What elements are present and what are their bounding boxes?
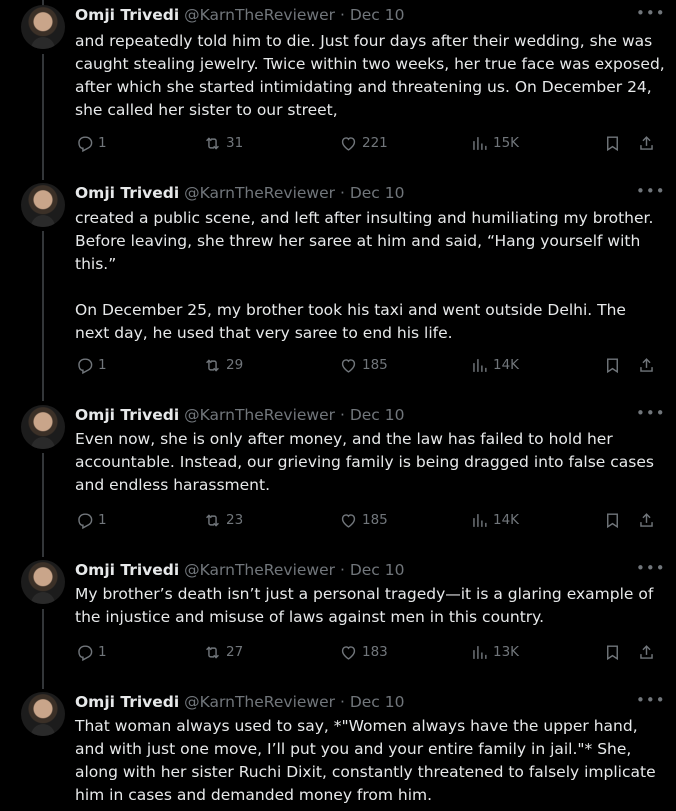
tweet-actions <box>75 642 665 662</box>
like-count: 183 <box>362 644 388 660</box>
author-handle[interactable]: @KarnTheReviewer <box>184 406 335 424</box>
tweet-header <box>75 183 404 203</box>
avatar[interactable] <box>21 405 65 449</box>
tweet-header <box>75 692 404 712</box>
separator-dot: · <box>339 184 345 202</box>
like-count: 185 <box>362 512 388 528</box>
tweet-text: That woman always used to say, *"Women always have the upper hand, and with just one move, I’ll put you and your entire family in jail."* She, along with her sister Ruchi Dixit, constantly threatened to falsely implicate him in cases and demanded money from him. <box>75 717 661 804</box>
tweet-text: created a public scene, and left after insulting and humiliating my brother. Before leaving, she threw her saree at him and said, “Hang yourself with this.” On December 25, my brother took his taxi and went outside Delhi. The next day, he used that very saree to end his life. <box>75 209 654 342</box>
views-button[interactable] <box>470 133 519 153</box>
reply-count: 1 <box>98 135 107 151</box>
tweet-date[interactable]: Dec 10 <box>349 184 405 202</box>
views-button[interactable] <box>470 510 519 530</box>
share-button[interactable] <box>637 510 660 530</box>
views-count: 13K <box>493 644 520 660</box>
views-count: 14K <box>493 357 520 373</box>
share-icon <box>637 643 656 662</box>
views-button[interactable] <box>470 355 519 375</box>
more-icon[interactable]: ••• <box>636 182 666 200</box>
tweet-header <box>75 405 404 425</box>
tweet-header <box>75 5 404 25</box>
views-button[interactable] <box>470 642 519 662</box>
author-handle[interactable]: @KarnTheReviewer <box>184 693 335 711</box>
reply-icon <box>75 643 94 662</box>
like-count: 221 <box>362 135 388 151</box>
avatar[interactable] <box>21 560 65 604</box>
avatar[interactable] <box>21 183 65 227</box>
share-button[interactable] <box>637 642 660 662</box>
share-button[interactable] <box>637 355 660 375</box>
separator-dot: · <box>339 6 345 24</box>
reply-button[interactable] <box>75 133 107 153</box>
separator-dot: · <box>339 406 345 424</box>
reply-button[interactable] <box>75 355 107 375</box>
repost-icon <box>203 511 222 530</box>
reply-button[interactable] <box>75 510 107 530</box>
like-button[interactable] <box>339 510 388 530</box>
tweet-header <box>75 560 404 580</box>
repost-button[interactable] <box>203 642 243 662</box>
tweet-date[interactable]: Dec 10 <box>349 561 405 579</box>
more-icon[interactable]: ••• <box>636 4 666 22</box>
repost-icon <box>203 134 222 153</box>
like-icon <box>339 643 358 662</box>
bookmark-button[interactable] <box>603 133 626 153</box>
author-name[interactable]: Omji Trivedi <box>75 184 180 202</box>
repost-count: 29 <box>226 357 244 373</box>
like-icon <box>339 356 358 375</box>
reply-count: 1 <box>98 512 107 528</box>
views-icon <box>470 356 489 375</box>
views-icon <box>470 511 489 530</box>
repost-count: 23 <box>226 512 244 528</box>
like-count: 185 <box>362 357 388 373</box>
tweet-text: My brother’s death isn’t just a personal tragedy—it is a glaring example of the injustice and misuse of laws against men in this country. <box>75 585 659 626</box>
repost-button[interactable] <box>203 355 243 375</box>
tweet-text: Even now, she is only after money, and the law has failed to hold her accountable. Instead, our grieving family is being dragged into false cases and endless harassment. <box>75 430 659 494</box>
tweet[interactable] <box>0 178 676 400</box>
reply-icon <box>75 511 94 530</box>
views-icon <box>470 134 489 153</box>
tweet-text: and repeatedly told him to die. Just four days after their wedding, she was caught stealing jewelry. Twice within two weeks, her true face was exposed, after which she started intimidating and threatening us. On December 24, she called her sister to our street, <box>75 32 670 119</box>
like-icon <box>339 511 358 530</box>
author-name[interactable]: Omji Trivedi <box>75 693 180 711</box>
tweet-actions <box>75 133 665 153</box>
tweet[interactable] <box>0 400 676 555</box>
tweet[interactable] <box>0 687 676 811</box>
tweet-actions <box>75 355 665 375</box>
author-name[interactable]: Omji Trivedi <box>75 561 180 579</box>
author-handle[interactable]: @KarnTheReviewer <box>184 184 335 202</box>
more-icon[interactable]: ••• <box>636 404 666 422</box>
author-handle[interactable]: @KarnTheReviewer <box>184 6 335 24</box>
like-button[interactable] <box>339 642 388 662</box>
reply-icon <box>75 356 94 375</box>
bookmark-button[interactable] <box>603 642 626 662</box>
share-icon <box>637 356 656 375</box>
like-icon <box>339 134 358 153</box>
more-icon[interactable]: ••• <box>636 691 666 709</box>
author-handle[interactable]: @KarnTheReviewer <box>184 561 335 579</box>
tweet[interactable] <box>0 0 676 178</box>
bookmark-icon <box>603 643 622 662</box>
author-name[interactable]: Omji Trivedi <box>75 406 180 424</box>
views-icon <box>470 643 489 662</box>
share-icon <box>637 134 656 153</box>
views-count: 14K <box>493 512 520 528</box>
separator-dot: · <box>339 561 345 579</box>
tweet-date[interactable]: Dec 10 <box>349 406 405 424</box>
author-name[interactable]: Omji Trivedi <box>75 6 180 24</box>
bookmark-button[interactable] <box>603 355 626 375</box>
tweet[interactable] <box>0 555 676 687</box>
repost-icon <box>203 643 222 662</box>
tweet-date[interactable]: Dec 10 <box>349 6 405 24</box>
reply-count: 1 <box>98 644 107 660</box>
bookmark-icon <box>603 134 622 153</box>
separator-dot: · <box>339 693 345 711</box>
repost-button[interactable] <box>203 510 243 530</box>
tweet-actions <box>75 510 665 530</box>
avatar[interactable] <box>21 5 65 49</box>
repost-button[interactable] <box>203 133 243 153</box>
like-button[interactable] <box>339 355 388 375</box>
bookmark-icon <box>603 511 622 530</box>
reply-icon <box>75 134 94 153</box>
repost-icon <box>203 356 222 375</box>
tweet-date[interactable]: Dec 10 <box>349 693 405 711</box>
bookmark-icon <box>603 356 622 375</box>
share-icon <box>637 511 656 530</box>
views-count: 15K <box>493 135 520 151</box>
reply-button[interactable] <box>75 642 107 662</box>
like-button[interactable] <box>339 133 388 153</box>
avatar[interactable] <box>21 692 65 736</box>
share-button[interactable] <box>637 133 660 153</box>
repost-count: 31 <box>226 135 244 151</box>
more-icon[interactable]: ••• <box>636 559 666 577</box>
repost-count: 27 <box>226 644 244 660</box>
reply-count: 1 <box>98 357 107 373</box>
bookmark-button[interactable] <box>603 510 626 530</box>
